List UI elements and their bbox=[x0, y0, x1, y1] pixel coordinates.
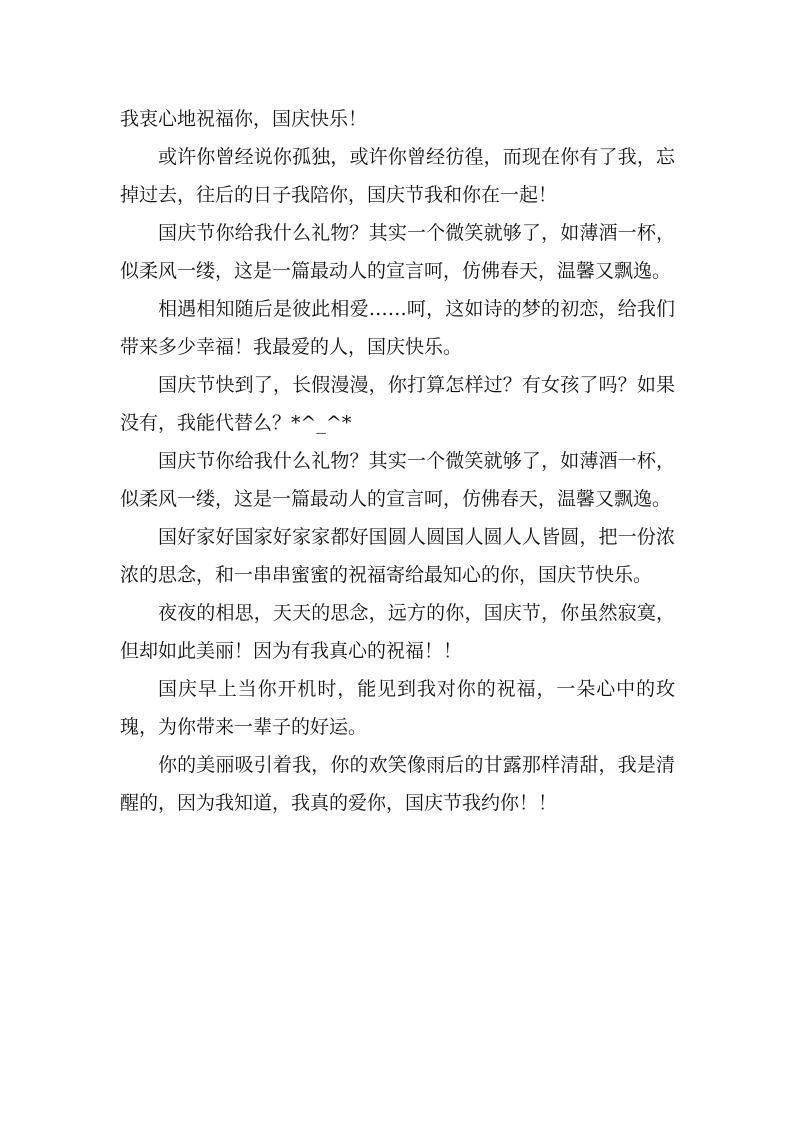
paragraph-6: 国庆节你给我什么礼物？其实一个微笑就够了，如薄酒一杯，似柔风一缕，这是一篇最动人的宣言呵，仿佛春天，温馨又飘逸。 bbox=[120, 450, 675, 510]
paragraph-4: 相遇相知随后是彼此相爱……呵，这如诗的梦的初恋，给我们带来多少幸福！我最爱的人，国庆快乐。 bbox=[120, 298, 675, 358]
paragraph-8: 夜夜的相思，天天的思念，远方的你，国庆节，你虽然寂寞，但却如此美丽！因为有我真心的祝福！！ bbox=[120, 602, 675, 662]
paragraph-1: 我衷心地祝福你，国庆快乐！ bbox=[120, 108, 368, 130]
paragraph-2: 或许你曾经说你孤独，或许你曾经彷徨，而现在你有了我，忘掉过去，往后的日子我陪你，国庆节我和你在一起！ bbox=[120, 146, 675, 206]
paragraph-5: 国庆节快到了，长假漫漫，你打算怎样过？有女孩了吗？如果没有，我能代替么？*^_^* bbox=[120, 374, 675, 434]
paragraph-9: 国庆早上当你开机时，能见到我对你的祝福，一朵心中的玫瑰，为你带来一辈子的好运。 bbox=[120, 678, 675, 738]
document-body bbox=[120, 100, 675, 822]
paragraph-10: 你的美丽吸引着我，你的欢笑像雨后的甘露那样清甜，我是清醒的，因为我知道，我真的爱你，国庆节我约你！！ bbox=[120, 754, 675, 814]
paragraph-3: 国庆节你给我什么礼物？其实一个微笑就够了，如薄酒一杯，似柔风一缕，这是一篇最动人的宣言呵，仿佛春天，温馨又飘逸。 bbox=[120, 222, 675, 282]
paragraph-7: 国好家好国家好家家都好国圆人圆国人圆人人皆圆，把一份浓浓的思念，和一串串蜜蜜的祝福寄给最知心的你，国庆节快乐。 bbox=[120, 526, 675, 586]
